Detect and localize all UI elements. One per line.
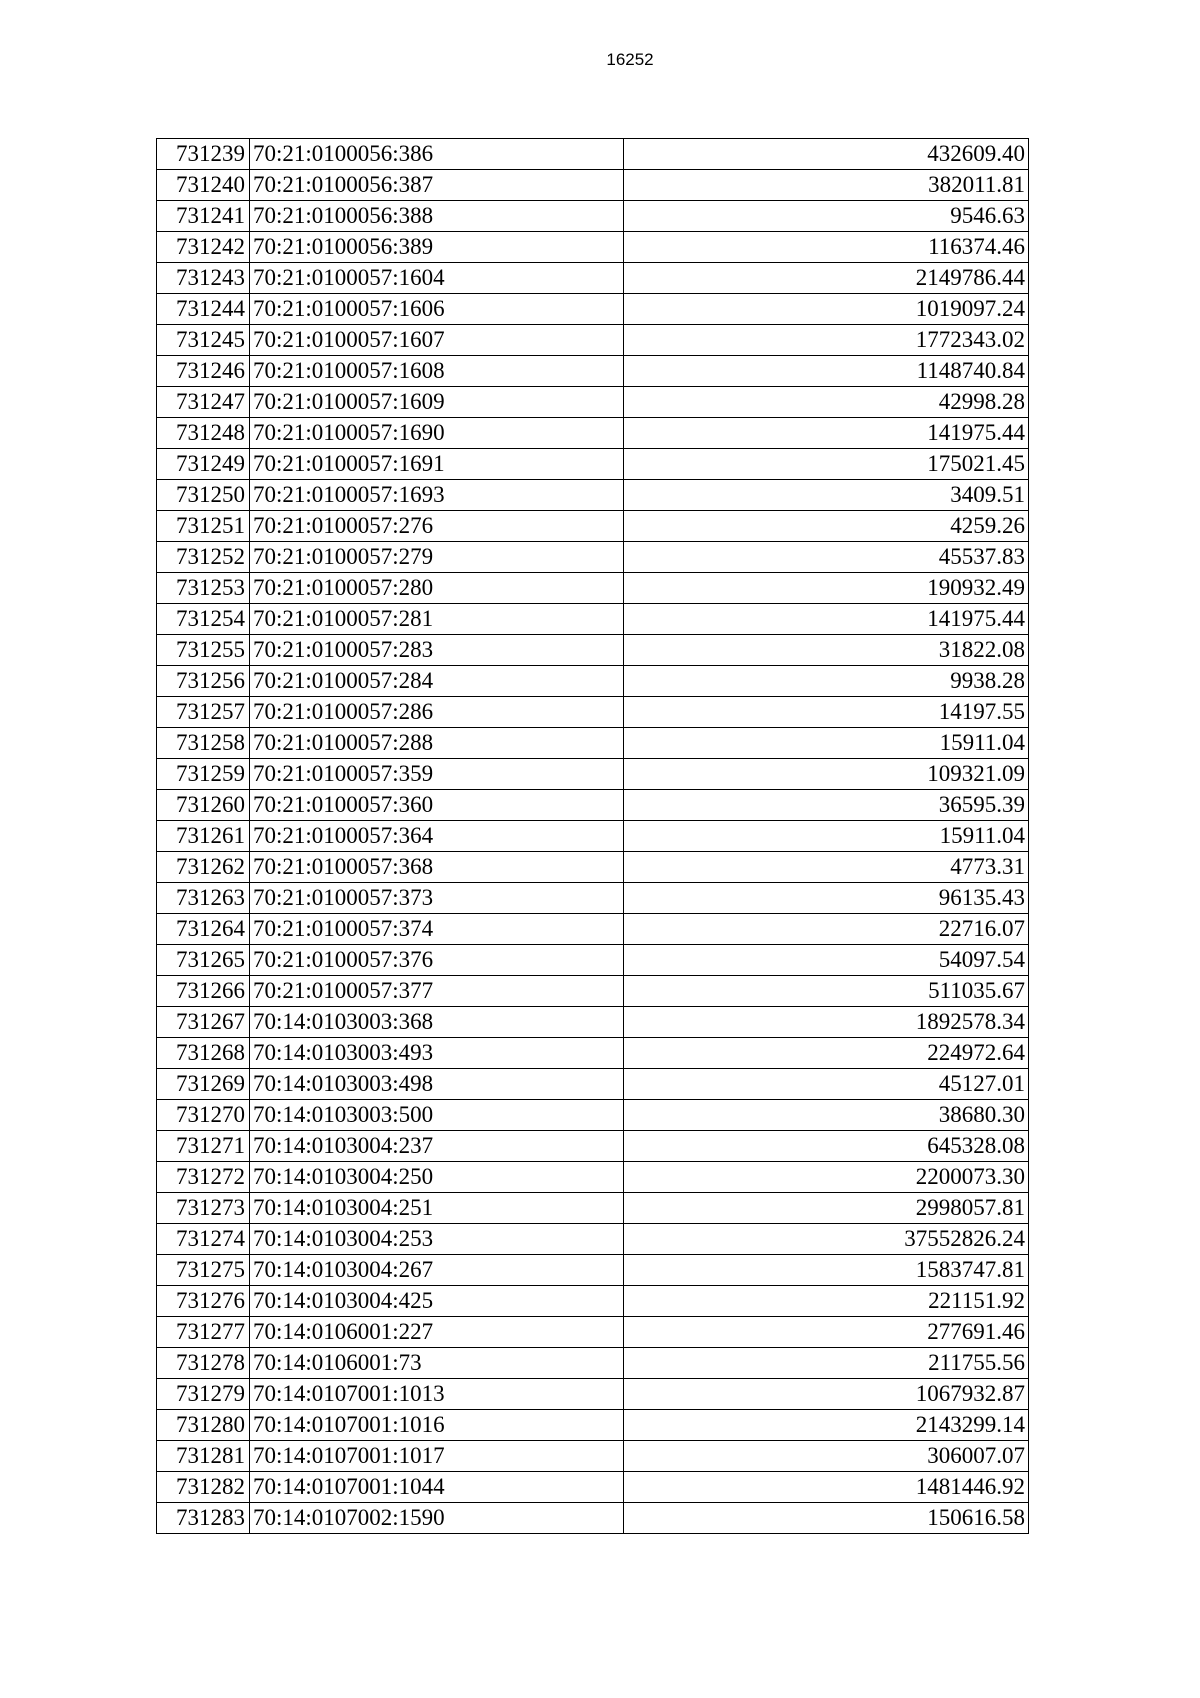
value-cell: 150616.58 <box>624 1503 1029 1534</box>
cadastral-number-cell: 70:14:0103004:253 <box>250 1224 624 1255</box>
cadastral-number-cell: 70:21:0100057:1608 <box>250 356 624 387</box>
table-row <box>157 1224 1029 1255</box>
row-number-cell: 731280 <box>157 1410 250 1441</box>
cadastral-number-cell: 70:21:0100057:279 <box>250 542 624 573</box>
table-row <box>157 1038 1029 1069</box>
cadastral-number-cell: 70:14:0103003:500 <box>250 1100 624 1131</box>
table-row <box>157 1503 1029 1534</box>
value-cell: 382011.81 <box>624 170 1029 201</box>
cadastral-number-cell: 70:21:0100057:281 <box>250 604 624 635</box>
table-row <box>157 697 1029 728</box>
value-cell: 38680.30 <box>624 1100 1029 1131</box>
table-row <box>157 263 1029 294</box>
row-number-cell: 731243 <box>157 263 250 294</box>
row-number-cell: 731239 <box>157 139 250 170</box>
value-cell: 1892578.34 <box>624 1007 1029 1038</box>
cadastral-number-cell: 70:14:0107002:1590 <box>250 1503 624 1534</box>
row-number-cell: 731260 <box>157 790 250 821</box>
value-cell: 224972.64 <box>624 1038 1029 1069</box>
cadastral-number-cell: 70:21:0100057:1693 <box>250 480 624 511</box>
row-number-cell: 731281 <box>157 1441 250 1472</box>
table-row <box>157 635 1029 666</box>
row-number-cell: 731276 <box>157 1286 250 1317</box>
row-number-cell: 731263 <box>157 883 250 914</box>
table-row <box>157 666 1029 697</box>
cadastral-number-cell: 70:14:0107001:1044 <box>250 1472 624 1503</box>
table-row <box>157 1193 1029 1224</box>
row-number-cell: 731256 <box>157 666 250 697</box>
value-cell: 9546.63 <box>624 201 1029 232</box>
value-cell: 4259.26 <box>624 511 1029 542</box>
value-cell: 3409.51 <box>624 480 1029 511</box>
row-number-cell: 731266 <box>157 976 250 1007</box>
cadastral-number-cell: 70:21:0100057:364 <box>250 821 624 852</box>
cadastral-number-cell: 70:21:0100056:386 <box>250 139 624 170</box>
cadastral-number-cell: 70:21:0100057:1609 <box>250 387 624 418</box>
cadastral-number-cell: 70:21:0100057:284 <box>250 666 624 697</box>
cadastral-number-cell: 70:14:0103003:493 <box>250 1038 624 1069</box>
table-row <box>157 449 1029 480</box>
row-number-cell: 731253 <box>157 573 250 604</box>
value-cell: 54097.54 <box>624 945 1029 976</box>
value-cell: 15911.04 <box>624 821 1029 852</box>
cadastral-number-cell: 70:21:0100057:377 <box>250 976 624 1007</box>
row-number-cell: 731277 <box>157 1317 250 1348</box>
row-number-cell: 731262 <box>157 852 250 883</box>
value-cell: 2143299.14 <box>624 1410 1029 1441</box>
cadastral-number-cell: 70:14:0103004:237 <box>250 1131 624 1162</box>
row-number-cell: 731246 <box>157 356 250 387</box>
cadastral-number-cell: 70:21:0100057:1690 <box>250 418 624 449</box>
table-row <box>157 976 1029 1007</box>
cadastral-number-cell: 70:21:0100056:389 <box>250 232 624 263</box>
cadastral-number-cell: 70:21:0100057:1604 <box>250 263 624 294</box>
row-number-cell: 731273 <box>157 1193 250 1224</box>
cadastral-number-cell: 70:21:0100057:288 <box>250 728 624 759</box>
table-row <box>157 1007 1029 1038</box>
table-row <box>157 914 1029 945</box>
cadastral-number-cell: 70:14:0103004:425 <box>250 1286 624 1317</box>
cadastral-number-cell: 70:21:0100057:368 <box>250 852 624 883</box>
table-row <box>157 1069 1029 1100</box>
value-cell: 211755.56 <box>624 1348 1029 1379</box>
row-number-cell: 731244 <box>157 294 250 325</box>
row-number-cell: 731274 <box>157 1224 250 1255</box>
table-row <box>157 170 1029 201</box>
table-row <box>157 387 1029 418</box>
row-number-cell: 731241 <box>157 201 250 232</box>
value-cell: 116374.46 <box>624 232 1029 263</box>
table-row <box>157 573 1029 604</box>
value-cell: 190932.49 <box>624 573 1029 604</box>
value-cell: 9938.28 <box>624 666 1029 697</box>
row-number-cell: 731245 <box>157 325 250 356</box>
cadastral-number-cell: 70:14:0103004:251 <box>250 1193 624 1224</box>
row-number-cell: 731248 <box>157 418 250 449</box>
value-cell: 109321.09 <box>624 759 1029 790</box>
cadastral-value-table <box>156 138 1029 1534</box>
value-cell: 1148740.84 <box>624 356 1029 387</box>
value-cell: 1772343.02 <box>624 325 1029 356</box>
cadastral-number-cell: 70:21:0100057:276 <box>250 511 624 542</box>
cadastral-number-cell: 70:14:0107001:1017 <box>250 1441 624 1472</box>
value-cell: 45537.83 <box>624 542 1029 573</box>
value-cell: 2149786.44 <box>624 263 1029 294</box>
value-cell: 432609.40 <box>624 139 1029 170</box>
cadastral-number-cell: 70:14:0103004:267 <box>250 1255 624 1286</box>
row-number-cell: 731272 <box>157 1162 250 1193</box>
value-cell: 36595.39 <box>624 790 1029 821</box>
value-cell: 31822.08 <box>624 635 1029 666</box>
row-number-cell: 731258 <box>157 728 250 759</box>
row-number-cell: 731282 <box>157 1472 250 1503</box>
cadastral-number-cell: 70:21:0100057:1691 <box>250 449 624 480</box>
value-cell: 2998057.81 <box>624 1193 1029 1224</box>
table-row <box>157 418 1029 449</box>
cadastral-number-cell: 70:21:0100057:1607 <box>250 325 624 356</box>
value-cell: 4773.31 <box>624 852 1029 883</box>
table-row <box>157 1379 1029 1410</box>
table-row <box>157 1472 1029 1503</box>
table-row <box>157 1131 1029 1162</box>
table-row <box>157 232 1029 263</box>
value-cell: 645328.08 <box>624 1131 1029 1162</box>
row-number-cell: 731267 <box>157 1007 250 1038</box>
row-number-cell: 731255 <box>157 635 250 666</box>
page-number: 16252 <box>606 50 654 69</box>
row-number-cell: 731261 <box>157 821 250 852</box>
row-number-cell: 731275 <box>157 1255 250 1286</box>
value-cell: 15911.04 <box>624 728 1029 759</box>
value-cell: 1019097.24 <box>624 294 1029 325</box>
value-cell: 221151.92 <box>624 1286 1029 1317</box>
table-row <box>157 1317 1029 1348</box>
row-number-cell: 731250 <box>157 480 250 511</box>
value-cell: 1583747.81 <box>624 1255 1029 1286</box>
cadastral-number-cell: 70:21:0100056:387 <box>250 170 624 201</box>
cadastral-number-cell: 70:14:0106001:73 <box>250 1348 624 1379</box>
cadastral-number-cell: 70:14:0106001:227 <box>250 1317 624 1348</box>
row-number-cell: 731252 <box>157 542 250 573</box>
table-row <box>157 1286 1029 1317</box>
value-cell: 511035.67 <box>624 976 1029 1007</box>
cadastral-number-cell: 70:21:0100057:360 <box>250 790 624 821</box>
cadastral-number-cell: 70:21:0100057:286 <box>250 697 624 728</box>
cadastral-number-cell: 70:21:0100056:388 <box>250 201 624 232</box>
value-cell: 175021.45 <box>624 449 1029 480</box>
row-number-cell: 731279 <box>157 1379 250 1410</box>
value-cell: 22716.07 <box>624 914 1029 945</box>
cadastral-number-cell: 70:21:0100057:359 <box>250 759 624 790</box>
table-row <box>157 325 1029 356</box>
cadastral-number-cell: 70:21:0100057:280 <box>250 573 624 604</box>
table-row <box>157 294 1029 325</box>
table-row <box>157 1162 1029 1193</box>
table-row <box>157 356 1029 387</box>
cadastral-number-cell: 70:14:0107001:1016 <box>250 1410 624 1441</box>
value-cell: 277691.46 <box>624 1317 1029 1348</box>
row-number-cell: 731257 <box>157 697 250 728</box>
table-row <box>157 728 1029 759</box>
value-cell: 141975.44 <box>624 604 1029 635</box>
table-row <box>157 790 1029 821</box>
cadastral-number-cell: 70:21:0100057:374 <box>250 914 624 945</box>
table-row <box>157 883 1029 914</box>
table-row <box>157 480 1029 511</box>
cadastral-number-cell: 70:14:0103004:250 <box>250 1162 624 1193</box>
table-row <box>157 852 1029 883</box>
row-number-cell: 731242 <box>157 232 250 263</box>
cadastral-number-cell: 70:14:0103003:498 <box>250 1069 624 1100</box>
cadastral-number-cell: 70:21:0100057:1606 <box>250 294 624 325</box>
table-row <box>157 201 1029 232</box>
table-row <box>157 1255 1029 1286</box>
table-row <box>157 821 1029 852</box>
value-cell: 42998.28 <box>624 387 1029 418</box>
row-number-cell: 731278 <box>157 1348 250 1379</box>
value-cell: 45127.01 <box>624 1069 1029 1100</box>
table-body <box>157 139 1029 1534</box>
table-row <box>157 1441 1029 1472</box>
value-cell: 14197.55 <box>624 697 1029 728</box>
row-number-cell: 731269 <box>157 1069 250 1100</box>
row-number-cell: 731283 <box>157 1503 250 1534</box>
row-number-cell: 731254 <box>157 604 250 635</box>
table-row <box>157 759 1029 790</box>
table-row <box>157 139 1029 170</box>
value-cell: 37552826.24 <box>624 1224 1029 1255</box>
row-number-cell: 731265 <box>157 945 250 976</box>
row-number-cell: 731240 <box>157 170 250 201</box>
cadastral-number-cell: 70:14:0107001:1013 <box>250 1379 624 1410</box>
value-cell: 96135.43 <box>624 883 1029 914</box>
table-row <box>157 542 1029 573</box>
cadastral-number-cell: 70:14:0103003:368 <box>250 1007 624 1038</box>
row-number-cell: 731259 <box>157 759 250 790</box>
row-number-cell: 731268 <box>157 1038 250 1069</box>
value-cell: 141975.44 <box>624 418 1029 449</box>
row-number-cell: 731264 <box>157 914 250 945</box>
value-cell: 306007.07 <box>624 1441 1029 1472</box>
table-row <box>157 1100 1029 1131</box>
value-cell: 1481446.92 <box>624 1472 1029 1503</box>
value-cell: 2200073.30 <box>624 1162 1029 1193</box>
value-cell: 1067932.87 <box>624 1379 1029 1410</box>
cadastral-number-cell: 70:21:0100057:373 <box>250 883 624 914</box>
table-row <box>157 1348 1029 1379</box>
row-number-cell: 731271 <box>157 1131 250 1162</box>
table-row <box>157 1410 1029 1441</box>
row-number-cell: 731251 <box>157 511 250 542</box>
cadastral-number-cell: 70:21:0100057:376 <box>250 945 624 976</box>
table-row <box>157 511 1029 542</box>
row-number-cell: 731247 <box>157 387 250 418</box>
table-row <box>157 945 1029 976</box>
row-number-cell: 731249 <box>157 449 250 480</box>
cadastral-number-cell: 70:21:0100057:283 <box>250 635 624 666</box>
table-row <box>157 604 1029 635</box>
row-number-cell: 731270 <box>157 1100 250 1131</box>
